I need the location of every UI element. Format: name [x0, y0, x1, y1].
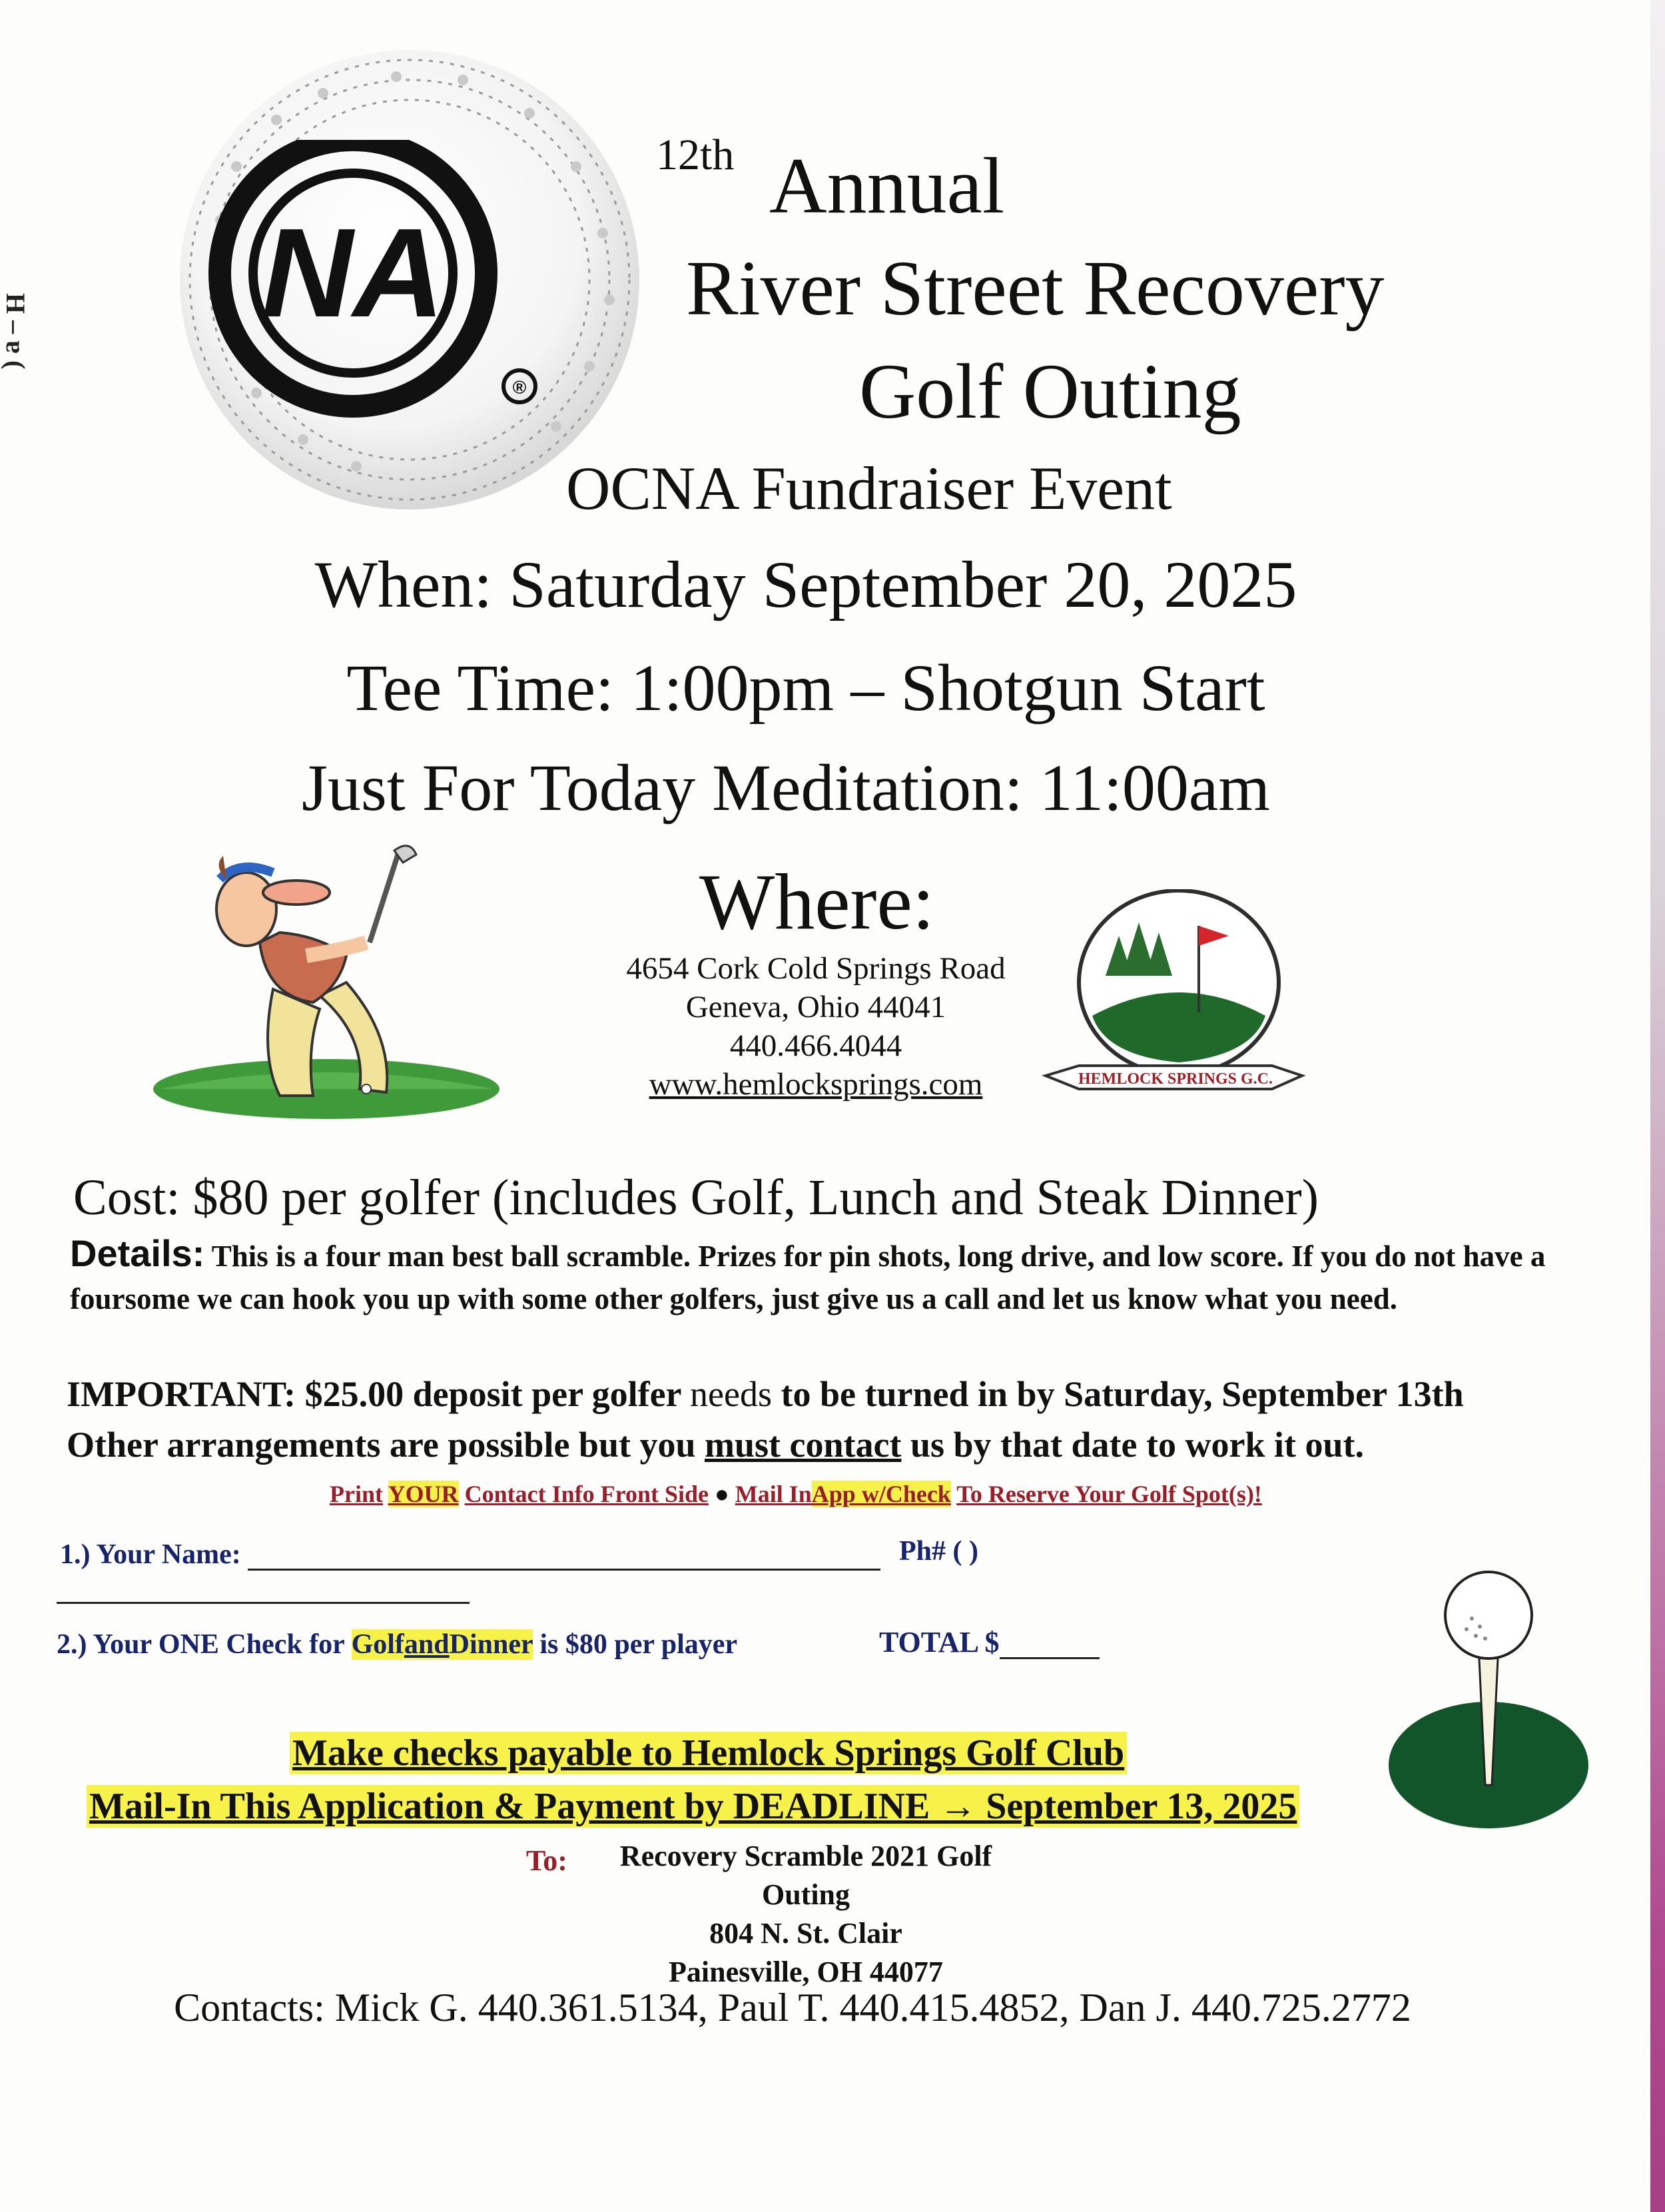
venue-address [599, 949, 1032, 1104]
important-notice [67, 1369, 1632, 1470]
important-part-3: to be turned in by Saturday, September 13th [781, 1374, 1464, 1414]
mailing-line-2: 804 N. St. Clair [709, 1917, 902, 1950]
name-blank-field[interactable] [248, 1543, 880, 1571]
name-field-row [60, 1539, 880, 1571]
bullet-icon: ● [715, 1481, 729, 1507]
event-type: Golf Outing [859, 348, 1241, 435]
mail-in-deadline: Mail-In This Application & Payment by DEADLINE → September 13, 2025 [87, 1785, 1299, 1828]
print-e: App w/Check [811, 1481, 951, 1507]
details-label: Details: [70, 1232, 205, 1274]
golf-ball-on-tee-icon [1379, 1565, 1598, 1832]
total-row [879, 1625, 1100, 1659]
check-row [57, 1629, 737, 1660]
check-dinner: Dinner [449, 1629, 533, 1660]
important-part-2: needs [690, 1374, 772, 1414]
check-pre: 2.) Your ONE Check for [57, 1629, 345, 1660]
to-label: To: [526, 1844, 567, 1877]
cost-line: Cost: $80 per golfer (includes Golf, Lunch and Steak Dinner) [73, 1170, 1319, 1226]
venue-url-link[interactable]: www.hemlocksprings.com [649, 1067, 983, 1102]
mailing-line-3: Painesville, OH 44077 [669, 1956, 943, 1988]
hemlock-springs-logo [1039, 889, 1305, 1109]
meditation-line: Just For Today Meditation: 11:00am [301, 751, 1271, 825]
check-golf: Golf [351, 1629, 404, 1660]
name-continuation-blank[interactable] [57, 1602, 470, 1604]
title-annual: Annual [769, 141, 1005, 230]
tee-time-line: Tee Time: 1:00pm – Shotgun Start [346, 651, 1265, 725]
print-instructions [330, 1480, 1262, 1508]
check-and: and [404, 1629, 450, 1660]
golfer-cartoon [147, 843, 519, 1129]
total-blank-field[interactable] [1000, 1633, 1100, 1659]
print-a: Print [330, 1481, 383, 1507]
payable-notice: Make checks payable to Hemlock Springs Golf Club [290, 1732, 1127, 1774]
details-text: This is a four man best ball scramble. Prizes for pin shots, long drive, and low score. If you do not have a foursome we can hook you up with some other golfers, just give us a call and let us know what you need. [70, 1240, 1546, 1315]
check-post: is $80 per player [539, 1629, 738, 1660]
when-line: When: Saturday September 20, 2025 [314, 548, 1297, 621]
na-logo [200, 140, 546, 433]
important-part-1: IMPORTANT: $25.00 deposit per golfer [67, 1374, 681, 1414]
total-label: TOTAL $ [879, 1626, 1000, 1659]
pink-folder-edge [1650, 0, 1665, 2212]
mailing-line-1: Recovery Scramble 2021 Golf Outing [619, 1840, 992, 1911]
subtitle: OCNA Fundraiser Event [566, 454, 1172, 522]
important-part-5: must contact [705, 1425, 902, 1465]
important-part-4: Other arrangements are possible but you [67, 1425, 696, 1465]
address-line-1: 4654 Cork Cold Springs Road [626, 951, 1006, 986]
details-paragraph [70, 1232, 1562, 1320]
important-part-6: us by that date to work it out. [910, 1425, 1364, 1465]
where-heading: Where: [699, 857, 935, 946]
ordinal-text: 12th [656, 131, 735, 179]
address-line-2: Geneva, Ohio 44041 [685, 990, 946, 1024]
name-label: 1.) Your Name: [60, 1539, 241, 1570]
print-c: Contact Info Front Side [464, 1481, 709, 1507]
mailing-address [579, 1837, 1032, 1992]
na-logo-text: NA [261, 202, 445, 344]
print-b: YOUR [388, 1481, 459, 1507]
contacts-line: Contacts: Mick G. 440.361.5134, Paul T. 440.415.4852, Dan J. 440.725.2772 [174, 1986, 1411, 2029]
hemlock-logo-text: HEMLOCK SPRINGS G.C. [1078, 1070, 1273, 1088]
svg-text:®: ® [512, 377, 527, 398]
print-d: Mail In [735, 1481, 812, 1507]
event-name: River Street Recovery [686, 244, 1385, 332]
left-edge-fragment [0, 293, 33, 413]
edge-text: H – ɐ ( [1, 293, 31, 370]
venue-phone: 440.466.4044 [729, 1028, 902, 1063]
print-f: To Reserve Your Golf Spot(s)! [956, 1481, 1262, 1507]
phone-label: Ph# ( ) [899, 1536, 978, 1567]
